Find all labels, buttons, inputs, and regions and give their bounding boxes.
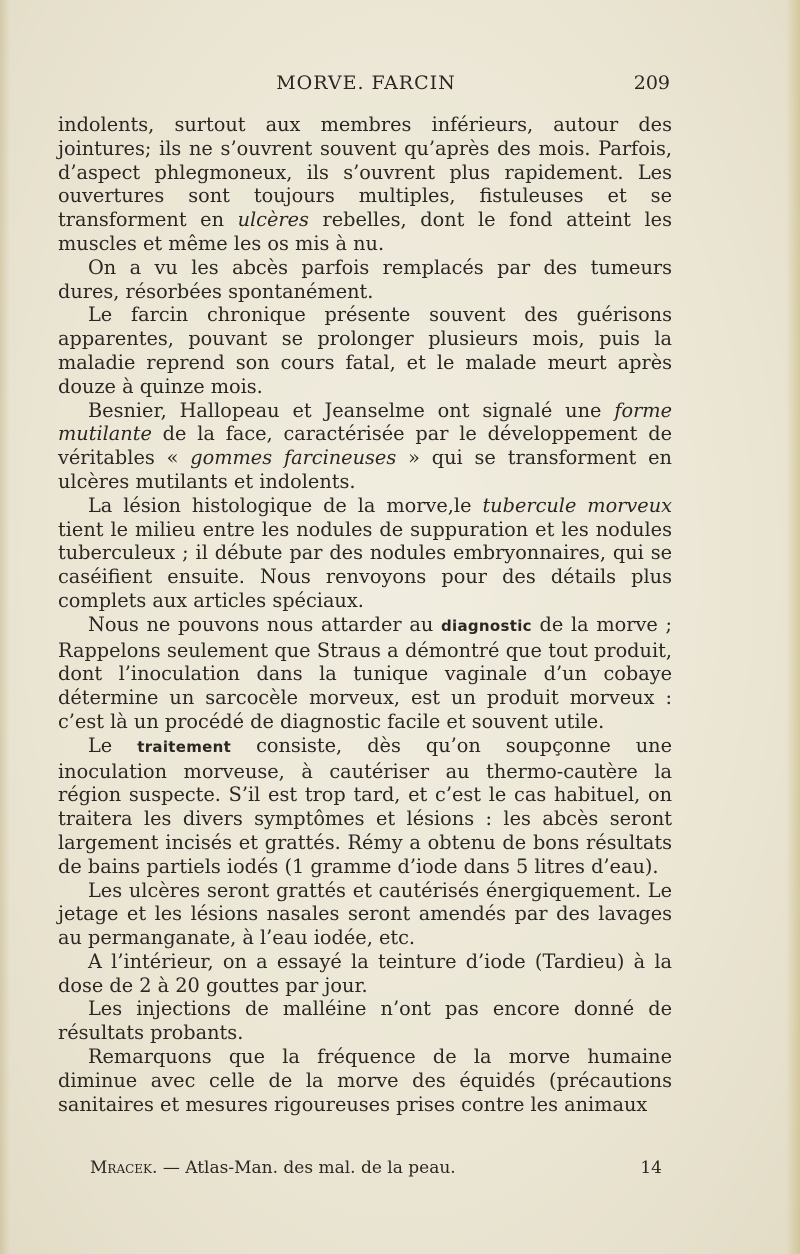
paragraph-4-text: Besnier, Hallopeau et Jeanselme ont signalé une	[88, 398, 615, 422]
paragraph-3: Le farcin chronique présente souvent des guérisons apparentes, pouvant se prolonger plusieurs mois, puis la maladie reprend son cours fatal, et le malade meurt après douze à quinze mois.	[58, 303, 672, 398]
paragraph-6-tail: de la morve ; Rappelons seulement que Straus a démontré que tout produit, dont l’inoculation dans la tunique vaginale d’un cobaye détermine un sarcocèle morveux, est un produit morveux : c’est là un procédé de diagnostic facile et souvent utile.	[58, 612, 672, 733]
italic-term-tubercule-morveux: tubercule morveux	[482, 493, 673, 517]
paragraph-7-tail: consiste, dès qu’on soupçonne une inoculation morveuse, à cautériser au thermo-cautère la région suspecte. S’il est trop tard, et c’est le cas habituel, on traitera les divers symptômes et lésions : les abcès seront largement incisés et grattés. Rémy a obtenu de bons résultats de bains partiels iodés (1 gramme d’iode dans 5 litres d’eau).	[58, 733, 672, 878]
footer-signature-line	[90, 1158, 662, 1184]
paragraph-5-tail: tient le milieu entre les nodules de suppuration et les nodules tuberculeux ; il débute par des nodules embryonnaires, qui se caséifient ensuite. Nous renvoyons pour des détails plus complets aux articles spéciaux.	[58, 517, 672, 612]
running-title: MORVE. FARCIN	[276, 72, 456, 94]
paragraph-10: Les injections de malléine n’ont pas encore donné de résultats probants.	[58, 997, 672, 1045]
paragraph-7	[58, 734, 672, 879]
paragraph-7-text: Le	[88, 733, 138, 757]
paragraph-1-text: indolents, surtout aux membres inférieurs, autour des jointures; ils ne s’ouvrent souvent qu’après des mois. Parfois, d’aspect phlegmoneux, ils s’ouvrent plus rapidement. Les ouvertures sont toujours multiples, fistuleuses et se transforment en	[58, 113, 672, 232]
paragraph-5	[58, 494, 672, 613]
page-left-edge-shadow	[0, 0, 10, 1254]
paragraph-4	[58, 399, 672, 494]
paragraph-9: A l’intérieur, on a essayé la teinture d’iode (Tardieu) à la dose de 2 à 20 gouttes par jour.	[58, 949, 672, 997]
footer-author: Mracek.	[90, 1158, 158, 1178]
italic-term-gommes-farcineuses: gommes farcineuses	[190, 446, 397, 470]
bold-term-diagnostic: diagnostic	[440, 616, 532, 635]
italic-term-ulceres: ulcères	[237, 208, 309, 232]
footer-signature-number: 14	[640, 1158, 662, 1178]
paragraph-1-tail: rebelles, dont le fond atteint les muscles et même les os mis à nu.	[58, 208, 672, 255]
footer-book-title: — Atlas-Man. des mal. de la peau.	[157, 1158, 456, 1178]
running-header	[62, 72, 670, 102]
paragraph-6-text: Nous ne pouvons nous attarder au	[88, 612, 441, 636]
main-text	[58, 113, 672, 1116]
paragraph-6	[58, 613, 672, 734]
bold-term-traitement: traitement	[137, 737, 232, 756]
italic-term-forme-mutilante: forme mutilante	[58, 398, 672, 446]
paragraph-11: Remarquons que la fréquence de la morve humaine diminue avec celle de la morve des équidés (précautions sanitaires et mesures rigoureuses prises contre les animaux	[58, 1045, 672, 1116]
paragraph-5-text: La lésion histologique de la morve,le	[88, 493, 483, 517]
page-right-edge-shadow	[786, 0, 800, 1254]
paragraph-4-tail: » qui se transforment en ulcères mutilants et indolents.	[58, 446, 672, 493]
paragraph-1	[58, 113, 672, 256]
page-number: 209	[633, 72, 670, 94]
paragraph-4-mid: de la face, caractérisée par le développement de véritables «	[58, 422, 672, 470]
paragraph-8: Les ulcères seront grattés et cautérisés énergiquement. Le jetage et les lésions nasales seront amendés par des lavages au permanganate, à l’eau iodée, etc.	[58, 878, 672, 950]
paragraph-2: On a vu les abcès parfois remplacés par des tumeurs dures, résorbées spontanément.	[58, 255, 672, 303]
